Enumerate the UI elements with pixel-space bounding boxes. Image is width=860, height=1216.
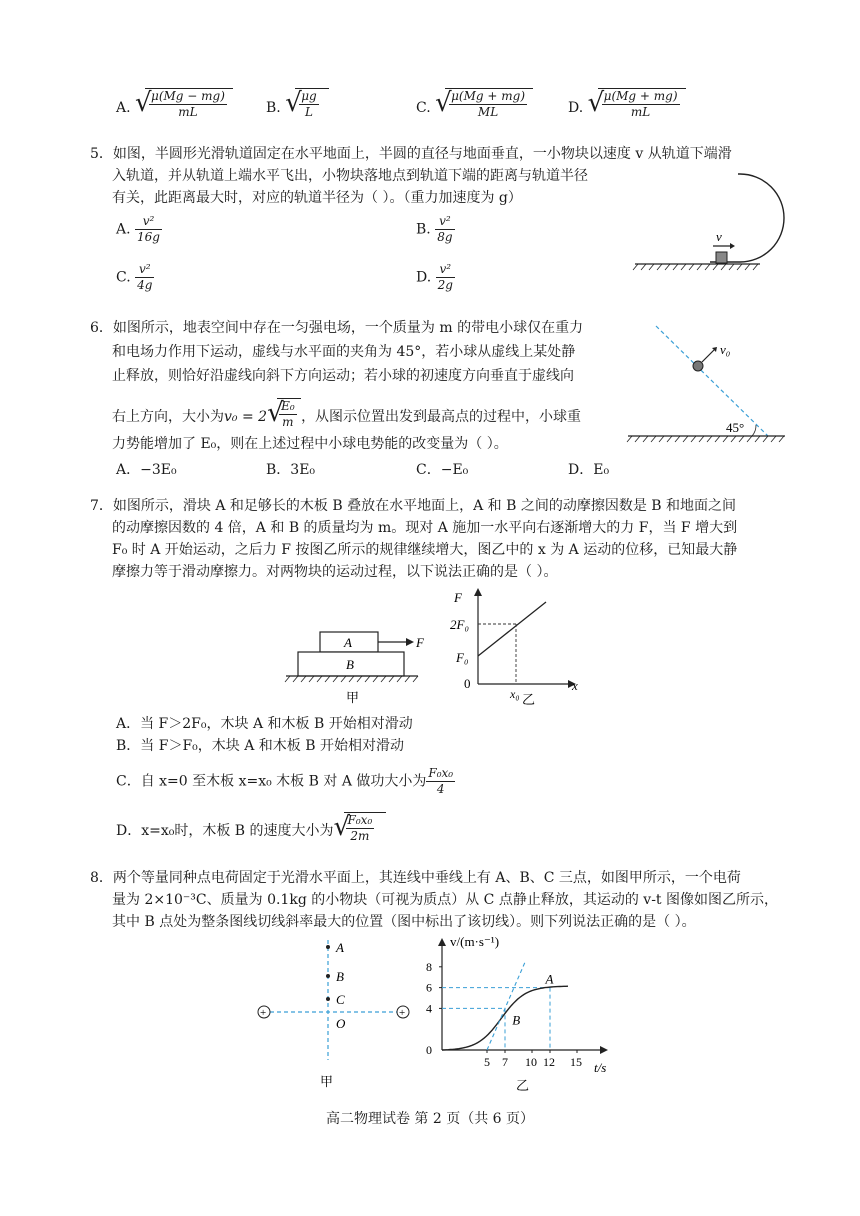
q8-vt-point-a: A: [545, 971, 554, 987]
q6-option-d: D．E₀: [568, 462, 610, 478]
q7-option-a: A．当 F＞2F₀，木块 A 和木板 B 开始相对滑动: [116, 716, 413, 732]
q6-stem-line2: 和电场力作用下运动，虚线与水平面的夹角为 45°，若小球从虚线上某处静: [112, 344, 576, 360]
q7-fig-yi-label: 乙: [522, 692, 536, 706]
q7-block-b-label: B: [346, 657, 354, 672]
q8-right-charge: +: [399, 1007, 406, 1019]
q6-field-figure: [620, 318, 790, 448]
q7-block-a-label: A: [344, 635, 352, 650]
q5-option-d: D. $\frac{\text{v²}}{2g}$: [416, 262, 453, 292]
q8-vt-ytick-label: 8: [426, 959, 432, 974]
q8-vt-tangent-line: [487, 961, 526, 1050]
q7-graph-2f0: 2F₀: [450, 617, 469, 632]
q7-graph-x0: x₀: [510, 687, 520, 701]
q8-stem-line1: 8．两个等量同种点电荷固定于光滑水平面上，其连线中垂线上有 A、B、C 三点，如图甲所示，一个电荷: [90, 870, 741, 886]
q7-option-d: D．x=x₀时，木板 B 的速度大小为 √ $\frac{\text{F₀x₀}}{2m}$: [116, 812, 386, 850]
q5-stem-line1: 5．如图，半圆形光滑轨道固定在水平地面上，半圆的直径与地面垂直，一小物块以速度 v 从轨道下端滑: [90, 146, 732, 162]
q8-vt-ytick-label: 6: [426, 980, 432, 995]
q5-option-b: B. $\frac{\text{v²}}{8g}$: [416, 214, 453, 244]
q6-v0-label: v₀: [720, 342, 731, 357]
q7-option-c: C．自 x=0 至木板 x=x₀ 木板 B 对 A 做功大小为 $\frac{\text{F₀x₀}}{4}$: [116, 766, 454, 796]
q7-option-b: B．当 F＞F₀，木块 A 和木板 B 开始相对滑动: [116, 738, 404, 754]
q5-stem-line2: 入轨道，并从轨道上端水平飞出，小物块落地点到轨道下端的距离与轨道半径: [112, 168, 588, 184]
q7-force-label: F: [416, 635, 424, 650]
q7-stem-line3: F₀ 时 A 开始运动，之后力 F 按图乙所示的规律继续增大，图乙中的 x 为 A 运动的位移，已知最大静: [112, 542, 738, 558]
q7-graph-origin: 0: [464, 676, 471, 691]
q4-option-c: C. √ $\frac{\mu(Mg + mg)}{ML}$: [416, 88, 533, 128]
q4-option-a: A. √ $\frac{\mu(Mg - mg)}{mL}$: [116, 88, 233, 128]
q8-stem-line3: 其中 B 点处为整条图线切线斜率最大的位置（图中标出了该切线）。则下列说法正确的是（ ）。: [112, 914, 696, 930]
q6-stem-line3: 止释放，则恰好沿虚线向斜下方向运动；若小球的初速度方向垂直于虚线向: [112, 368, 574, 384]
q7-blocks-figure: [280, 620, 430, 706]
q8-vt-xtick-label: 12: [543, 1055, 555, 1069]
q6-stem-line1: 6．如图所示，地表空间中存在一匀强电场，一个质量为 m 的带电小球仅在重力: [90, 320, 584, 336]
q7-stem-line2: 的动摩擦因数的 4 倍，A 和 B 的质量均为 m。现对 A 施加一水平向右逐渐增大的力 F，当 F 增大到: [112, 520, 738, 536]
q7-graph-f0: F₀: [456, 650, 469, 665]
q7-stem-line4: 摩擦力等于滑动摩擦力。对两物块的运动过程，以下说法正确的是（ ）。: [112, 564, 558, 580]
q8-vt-ytick-label: 0: [426, 1043, 432, 1057]
q8-vt-xtick-label: 7: [502, 1055, 508, 1069]
q8-charges-figure: [248, 936, 418, 1096]
q8-stem-line2: 量为 2×10⁻³C、质量为 0.1kg 的小物块（可视为质点）从 C 点静止释放，其运动的 v-t 图像如图乙所示，: [112, 892, 779, 908]
q4-option-d: D. √ $\frac{\mu(Mg + mg)}{mL}$: [568, 88, 686, 128]
q7-fig-jia-label: 甲: [346, 690, 360, 705]
q8-point-o: O: [336, 1016, 346, 1031]
q5-semicircle-track-figure: [630, 160, 810, 280]
q5-option-a: A. $\frac{\text{v²}}{16g}$: [116, 214, 160, 244]
q8-point-a: A: [336, 940, 344, 955]
q6-angle-label: 45°: [726, 420, 745, 435]
q5-velocity-label: v: [716, 229, 722, 244]
q8-vt-xtick-label: 15: [570, 1055, 582, 1069]
q8-vt-xtick-label: 5: [484, 1055, 490, 1069]
q8-vt-xtick-label: 10: [525, 1055, 537, 1069]
q7-stem-line1: 7．如图所示，滑块 A 和足够长的木板 B 叠放在水平地面上，A 和 B 之间的动摩擦因数是 B 和地面之间: [90, 498, 737, 514]
q8-vt-xlabel: t/s: [594, 1060, 607, 1075]
q6-option-c: C．−E₀: [416, 462, 469, 478]
q8-point-b: B: [336, 969, 344, 984]
q6-option-b: B．3E₀: [266, 462, 316, 478]
page-footer: 高二物理试卷 第 2 页（共 6 页）: [325, 1111, 535, 1127]
q8-point-c: C: [336, 992, 345, 1007]
q8-vt-ytick-label: 4: [426, 1001, 432, 1016]
q5-stem-line3: 有关，此距离最大时，对应的轨道半径为（ ）。（重力加速度为 g）: [112, 190, 522, 206]
q8-vt-point-b: B: [512, 1012, 521, 1028]
q4-option-b: B. √ $\frac{\mu g}{L}$: [266, 88, 329, 128]
q8-vt-graph: [420, 932, 620, 1096]
q6-stem-line4: 右上方向，大小为v₀ = 2 √ $\frac{\text{E₀}}{m}$ ，从图示位置出发到最高点的过程中，小球重: [112, 398, 582, 429]
q8-vt-ylabel: v/(m·s⁻¹): [450, 934, 500, 949]
q7-force-graph: [448, 586, 588, 706]
q5-option-c: C. $\frac{\text{v²}}{4g}$: [116, 262, 153, 292]
q8-left-charge: +: [260, 1007, 267, 1019]
q7-graph-x-axis: x: [572, 678, 578, 693]
q7-graph-f-axis: F: [454, 590, 462, 605]
q8-fig-yi-label: 乙: [516, 1078, 530, 1093]
q6-stem-line5: 力势能增加了 E₀，则在上述过程中小球电势能的改变量为（ ）。: [112, 436, 508, 452]
q6-option-a: A．−3E₀: [116, 462, 177, 478]
q8-fig-jia-label: 甲: [320, 1074, 334, 1089]
